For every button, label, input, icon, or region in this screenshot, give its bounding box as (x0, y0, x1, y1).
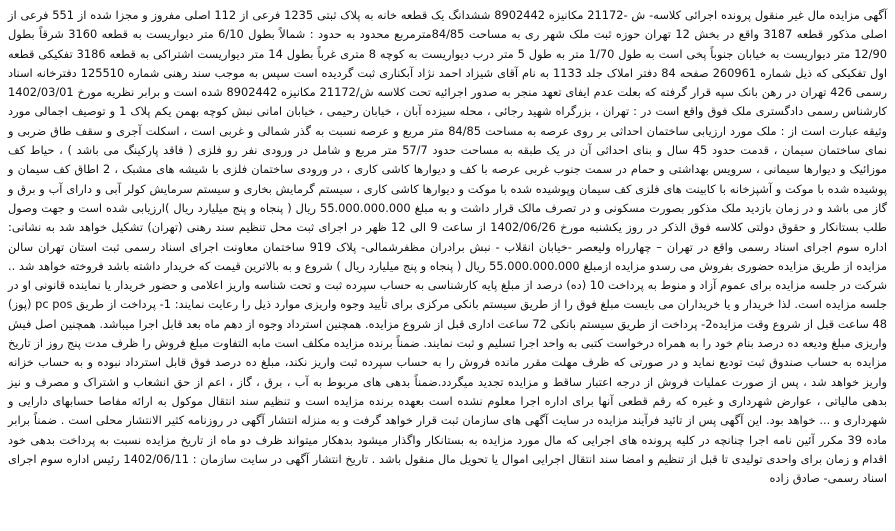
auction-notice-body: آگهی مزایده مال غیر منقول پرونده اجرائی کلاسه- ش -21172 مکانیزه 8902442 ششدانگ یک قطعه خانه به پلاک ثبتی 1235 فرعی از 112 اصلی مفروز و مجزا شده از 551 فرعی از اصلی مذکور قطعه 3187 واقع در بخش 12 تهران حوزه ثبت ملک شهر ری به مساحت 84/85مترمربع محدود به حدود : شمالاً بطول 6/10 متر دیواریست به قطعه 3160 شرقاً بطول 12/90 متر دیواریست به خیابان جنوباً پخی است به طول 1/70 متر به طول 5 متر درب دیواریست به کوچه 8 متری غرباً بطول 14 متر دیواریست اشتراکی به قطعه 3186 تفکیکی قطعه اول تفکیکی که ذیل شماره 260961 صفحه 84 دفتر املاک جلد 1133 به نام آقای شیزاد احمد نژاد آبکناری ثبت گردیده است سپس به موجب سند رهنی شماره 125510 دفترخانه اسناد رسمی 426 تهران در رهن بانک سپه قرار گرفته که بعلت عدم ایفای تعهد منجر به صدور اجرائیه تحت کلاسه ش/21172 مکانیزه 8902442 شده است و برابر نظریه مورخ 1402/03/01 کارشناس رسمی دادگستری ملک فوق واقع است در : تهران ، بزرگراه شهید رجائی ، محله سیزده آبان ، خیابان رحیمی ، خیابان امانی نبش کوچه بهمن یکم پلاک 1 و توصیف اجمالی مورد وثیقه عبارت است از : ملک مورد ارزیابی ساختمان احداثی بر روی عرصه به مساحت 84/85 متر مربع و عرصه نسبت به گذر شمالی و غربی است ، اسکلت آجری و سقف طاق ضربی و نمای ساختمان سیمان ، قدمت حدود 45 سال و بنای احداثی آن در یک طبقه به مساحت حدود 57/7 متر مربع و شامل در ورودی نفر رو فلزی ( فاقد پارکینگ می باشد ) ، حیاط کف موزائیک و دیوارها سیمانی ، سرویس بهداشتی و حمام در سمت جنوب غربی عرصه با کف و دیوارها کاشی کاری ، در ورودی ساختمان فلزی با شیشه های مشبک ، 2 اطاق کف سیمان و پوشیده شده با موکت و آشپزخانه با کابینت های فلزی کف سیمان وپوشیده شده با موکت و دیوارها کاشی کاری ، سیستم گرمایش بخاری و سیستم سرمایش کولر آبی و دارای آب و برق و گاز می باشد و در زمان بازدید ملک مذکور بصورت مسکونی و در تصرف مالک قرار داشت و به مبلغ 55.000.000.000 ریال ( پنجاه و پنج میلیارد ریال )ارزیابی شده است و جهت وصول طلب بستانکار و حقوق دولتی کلاسه فوق الذکر در روز یکشنبه مورخ 1402/06/26 از ساعت 9 الی 12 ظهر در اجرای ثبت محل تنظیم سند رهنی (تهران) تشکیل خواهد شد به نشانی: اداره سوم اجرای اسناد رسمی واقع در تهران – چهارراه ولیعصر -خیابان انقلاب - نبش برادران مظفرشمالی- پلاک 919 ساختمان معاونت اجرای اسناد رسمی ثبت استان تهران سالن مزایده از طریق مزایده حضوری بفروش می رسدو مزایده ازمبلغ 55.000.000.000 ریال ( پنجاه و پنج میلیارد ریال ) شروع و به بالاترین قیمت که خریدار داشته باشد فروخته خواهد شد .. شرکت در جلسه مزایده برای عموم آزاد و منوط به پرداخت 10 (ده) درصد از مبلغ پایه کارشناسی به حساب سپرده ثبت و تحت شناسه واریز اعلامی و حضور خریدار یا نماینده قانونی او در جلسه مزایده است. لذا خریدار و یا خریداران می بایست مبلغ فوق را از طریق سیستم بانکی مرکزی برای تأیید وجوه واریزی موارد ذیل را رعایت نمایند: 1- پرداخت از طریق pc pos (پوز) 48 ساعت قبل از شروع وقت مزایده2- پرداخت از طریق سیستم بانکی 72 ساعت اداری قبل از شروع مزایده. همچنین استرداد وجوه از دهم ماه بعد قابل اجرا میباشد. همچنین اصل فیش واریزی مبلغ ودیعه ده درصد بنام خود را به همراه درخواست کتبی به واحد اجرا تسلیم و ثبت نمایند. ضمناً برنده مزایده مکلف است مابه التفاوت مبلغ فروش را ظرف مدت پنج روز از تاریخ مزایده به حساب صندوق ثبت تودیع نماید و در صورتی که ظرف مهلت مقرر مانده فروش را به حساب سپرده ثبت واریز نکند، مبلغ ده درصد فوق قابل استرداد نبوده و به حساب خزانه واریز خواهد شد ، پس از صورت عملیات فروش از درجه اعتبار ساقط و مزایده تجدید میگردد.ضمناً بدهی های مربوط به آب ، برق ، گاز ، اعم از حق انشعاب و اشتراک و مصرف و نیز بدهی مالیاتی ، عوارض شهرداری و غیره که رقم قطعی آنها برای اداره اجرا معلوم نشده است بعهده برنده مزایده است و تنظیم سند انتقال موکول به ارائه مفاصا حسابهای دارایی و شهرداری و ... خواهد بود. این آگهی پس از تائید فرآیند مزایده در سایت آگهی های سازمان ثبت قرار خواهد گرفت و به منزله انتشار آگهی در روزنامه کثیر الانتشار محلی است . ضمناً برابر ماده 39 مکرر آئین نامه اجرا چنانچه در کلیه پرونده های اجرایی که مال مورد مزایده به بستانکار واگذار میشود بدهکار میتواند ظرف دو ماه از تاریخ مزایده نسبت به پرداخت بدهی خود اقدام و زمان برای واحدی تولیدی تا قبل از تنظیم و امضا سند انتقال اجرایی اموال یا تحویل مال منقول باشد . تاریخ انتشار آگهی در سایت سازمان : 1402/06/11 رئیس اداره سوم اجرای اسناد رسمی- صادق زاده (8, 8, 888, 486)
